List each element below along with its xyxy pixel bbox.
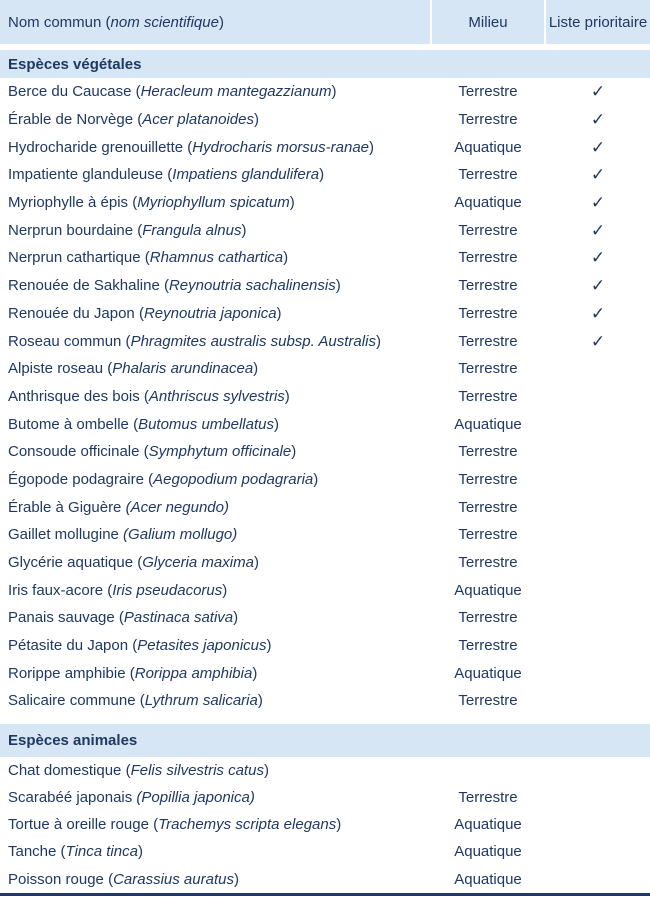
table-row: [0, 521, 650, 549]
table-row: [0, 632, 650, 660]
species-name: Anthrisque des bois (Anthriscus sylvestris): [8, 387, 290, 405]
table-section: [0, 724, 650, 893]
species-common-name: Rorippe amphibie: [8, 664, 126, 682]
header-cell-milieu: [432, 0, 544, 44]
species-common-name: Alpiste roseau: [8, 360, 104, 378]
table-row: [0, 161, 650, 189]
milieu-cell: Terrestre: [458, 470, 518, 488]
species-scientific-name: Frangula alnus: [142, 221, 242, 239]
milieu-cell: Terrestre: [458, 609, 518, 627]
milieu-cell: Terrestre: [458, 692, 518, 710]
species-name: [0, 526, 430, 543]
species-name: Consoude officinale (Symphytum officinale): [8, 443, 297, 461]
species-name: Égopode podagraire (Aegopodium podagraria): [8, 470, 319, 488]
species-name: Myriophylle à épis (Myriophyllum spicatum): [8, 194, 295, 212]
table-row: [0, 576, 650, 604]
section-header: [0, 50, 650, 78]
milieu-cell: Terrestre: [458, 637, 518, 655]
priority-checkmark-icon: ✓: [590, 303, 606, 323]
milieu-cell: Aquatique: [454, 415, 522, 433]
milieu-cell: Terrestre: [458, 526, 518, 544]
table-row: [0, 757, 650, 784]
species-common-name: Gaillet mollugine: [8, 526, 119, 544]
table-row: [0, 327, 650, 355]
species-name: Iris faux-acore (Iris pseudacorus): [8, 581, 228, 599]
milieu-cell: Aquatique: [454, 843, 522, 861]
species-name: Salicaire commune (Lythrum salicaria): [8, 692, 263, 710]
species-name: Roseau commun (Phragmites australis subsp. Australis): [8, 332, 381, 350]
species-scientific-name: Phragmites australis subsp. Australis: [130, 332, 376, 350]
species-common-name: Tanche: [8, 843, 57, 861]
header-name-label: Nom commun (nom scientifique): [8, 13, 224, 31]
table-row: [0, 659, 650, 687]
table-row: [0, 549, 650, 577]
species-name: Chat domestique (Felis silvestris catus): [8, 761, 269, 779]
species-name: Tortue à oreille rouge (Trachemys scripta elegans): [8, 816, 342, 834]
milieu-cell: Aquatique: [454, 816, 522, 834]
species-scientific-name: Rhamnus cathartica: [149, 249, 284, 267]
species-scientific-name: Pastinaca sativa: [123, 609, 234, 627]
species-scientific-name: Myriophyllum spicatum: [137, 194, 290, 212]
species-scientific-name: Reynoutria japonica: [143, 304, 277, 322]
milieu-cell: Terrestre: [458, 360, 518, 378]
milieu-cell: Aquatique: [454, 138, 522, 156]
table-row: [0, 784, 650, 811]
species-common-name: Impatiente glanduleuse: [8, 166, 164, 184]
species-common-name: Renouée du Japon: [8, 304, 135, 322]
priority-checkmark-icon: ✓: [590, 276, 606, 296]
species-common-name: Érable à Giguère: [8, 498, 122, 516]
species-scientific-name: Petasites japonicus: [137, 637, 267, 655]
species-name: Rorippe amphibie (Rorippa amphibia): [8, 664, 258, 682]
milieu-cell: Terrestre: [458, 498, 518, 516]
species-name: Poisson rouge (Carassius auratus): [8, 870, 239, 888]
milieu-cell: Aquatique: [454, 664, 522, 682]
header-cell-name: [0, 0, 430, 44]
species-common-name: Glycérie aquatique: [8, 554, 134, 572]
milieu-cell: Terrestre: [458, 554, 518, 572]
table-row: [0, 78, 650, 106]
species-scientific-name: Aegopodium podagraria: [153, 470, 314, 488]
species-scientific-name: Phalaris arundinacea: [112, 360, 254, 378]
species-scientific-name: Heracleum mantegazzianum: [140, 83, 332, 101]
milieu-cell: Terrestre: [458, 166, 518, 184]
species-scientific-name: Iris pseudacorus: [112, 581, 223, 599]
species-scientific-name: Rorippa amphibia: [134, 664, 253, 682]
species-name: Butome à ombelle (Butomus umbellatus): [8, 415, 279, 433]
species-name: Nerprun bourdaine (Frangula alnus): [8, 221, 247, 239]
table-row: [0, 244, 650, 272]
species-name: Pétasite du Japon (Petasites japonicus): [8, 637, 272, 655]
species-common-name: Panais sauvage: [8, 609, 115, 627]
table-row: [0, 410, 650, 438]
species-common-name: Iris faux-acore: [8, 581, 104, 599]
species-name: Impatiente glanduleuse (Impatiens glandulifera): [8, 166, 325, 184]
milieu-cell: Terrestre: [458, 304, 518, 322]
species-name: [0, 499, 430, 516]
species-scientific-name: Acer platanoides: [142, 111, 254, 129]
species-name: Nerprun cathartique (Rhamnus cathartica): [8, 249, 289, 267]
table-header-row: [0, 0, 650, 44]
table-row: [0, 687, 650, 715]
header-cell-priority: [546, 0, 650, 44]
species-common-name: Salicaire commune: [8, 692, 136, 710]
species-scientific-name: Carassius auratus: [113, 870, 234, 888]
species-scientific-name: Tinca tinca: [65, 843, 138, 861]
milieu-cell: Aquatique: [454, 194, 522, 212]
species-name: Panais sauvage (Pastinaca sativa): [8, 609, 239, 627]
section-header: [0, 724, 650, 757]
section-header-label: Espèces végétales: [8, 55, 142, 73]
species-scientific-name: (Popillia japonica): [132, 789, 255, 807]
priority-checkmark-icon: ✓: [590, 193, 606, 213]
table-row: [0, 438, 650, 466]
table-row: [0, 811, 650, 838]
species-common-name: Myriophylle à épis: [8, 194, 129, 212]
table-bottom-border: [0, 893, 650, 896]
species-common-name: Nerprun cathartique: [8, 249, 141, 267]
species-scientific-name: Trachemys scripta elegans: [158, 816, 337, 834]
priority-checkmark-icon: ✓: [590, 331, 606, 351]
table-row: [0, 866, 650, 893]
priority-checkmark-icon: ✓: [590, 82, 606, 102]
milieu-cell: Terrestre: [458, 387, 518, 405]
species-name: [0, 789, 430, 806]
species-scientific-name: Lythrum salicaria: [144, 692, 258, 710]
species-scientific-name: (Galium mollugo): [118, 526, 238, 544]
species-scientific-name: Hydrocharis morsus-ranae: [192, 138, 370, 156]
table-row: [0, 133, 650, 161]
species-scientific-name: (Acer negundo): [121, 498, 229, 516]
header-milieu-label: Milieu: [468, 13, 508, 31]
species-scientific-name: Felis silvestris catus: [130, 761, 264, 779]
table-row: [0, 466, 650, 494]
species-common-name: Chat domestique: [8, 761, 122, 779]
table-row: [0, 272, 650, 300]
species-scientific-name: Anthriscus sylvestris: [148, 387, 285, 405]
table-row: [0, 300, 650, 328]
milieu-cell: Terrestre: [458, 443, 518, 461]
table-row: [0, 604, 650, 632]
species-common-name: Érable de Norvège: [8, 111, 134, 129]
table-row: [0, 838, 650, 865]
table-row: [0, 189, 650, 217]
table-row: [0, 355, 650, 383]
table-section: [0, 50, 650, 715]
priority-checkmark-icon: ✓: [590, 220, 606, 240]
table-body: [0, 50, 650, 893]
priority-checkmark-icon: ✓: [590, 137, 606, 157]
table-row: [0, 493, 650, 521]
milieu-cell: Terrestre: [458, 332, 518, 350]
species-name: Glycérie aquatique (Glyceria maxima): [8, 554, 259, 572]
milieu-cell: Terrestre: [458, 83, 518, 101]
species-common-name: Anthrisque des bois: [8, 387, 140, 405]
species-common-name: Berce du Caucase: [8, 83, 132, 101]
priority-checkmark-icon: ✓: [590, 110, 606, 130]
species-common-name: Hydrocharide grenouillette: [8, 138, 184, 156]
milieu-cell: Aquatique: [454, 870, 522, 888]
milieu-cell: Terrestre: [458, 277, 518, 295]
species-scientific-name: Reynoutria sachalinensis: [168, 277, 336, 295]
milieu-cell: Terrestre: [458, 221, 518, 239]
species-common-name: Pétasite du Japon: [8, 637, 129, 655]
species-common-name: Renouée de Sakhaline: [8, 277, 160, 295]
table-row: [0, 383, 650, 411]
species-name: Hydrocharide grenouillette (Hydrocharis morsus-ranae): [8, 138, 375, 156]
species-common-name: Butome à ombelle: [8, 415, 129, 433]
priority-checkmark-icon: ✓: [590, 248, 606, 268]
header-priority-label: Liste prioritaire: [548, 13, 648, 31]
species-name: Tanche (Tinca tinca): [8, 843, 143, 861]
table-row: [0, 106, 650, 134]
species-common-name: Nerprun bourdaine: [8, 221, 134, 239]
species-common-name: Scarabéé japonais: [8, 789, 133, 807]
priority-checkmark-icon: ✓: [590, 165, 606, 185]
species-name: Renouée de Sakhaline (Reynoutria sachalinensis): [8, 277, 341, 295]
table-row: [0, 216, 650, 244]
milieu-cell: Terrestre: [458, 111, 518, 129]
species-common-name: Tortue à oreille rouge: [8, 816, 149, 834]
species-name: Berce du Caucase (Heracleum mantegazzianum): [8, 83, 337, 101]
species-common-name: Égopode podagraire: [8, 470, 144, 488]
species-name: Renouée du Japon (Reynoutria japonica): [8, 304, 282, 322]
milieu-cell: Aquatique: [454, 581, 522, 599]
species-name: Alpiste roseau (Phalaris arundinacea): [8, 360, 259, 378]
species-scientific-name: Symphytum officinale: [148, 443, 292, 461]
species-common-name: Poisson rouge: [8, 870, 104, 888]
milieu-cell: Terrestre: [458, 249, 518, 267]
species-scientific-name: Butomus umbellatus: [138, 415, 274, 433]
species-scientific-name: Impatiens glandulifera: [172, 166, 320, 184]
section-header-label: Espèces animales: [8, 731, 138, 749]
milieu-cell: Terrestre: [458, 789, 518, 807]
species-common-name: Consoude officinale: [8, 443, 140, 461]
species-scientific-name: Glyceria maxima: [142, 554, 254, 572]
species-common-name: Roseau commun: [8, 332, 122, 350]
species-name: Érable de Norvège (Acer platanoides): [8, 111, 259, 129]
